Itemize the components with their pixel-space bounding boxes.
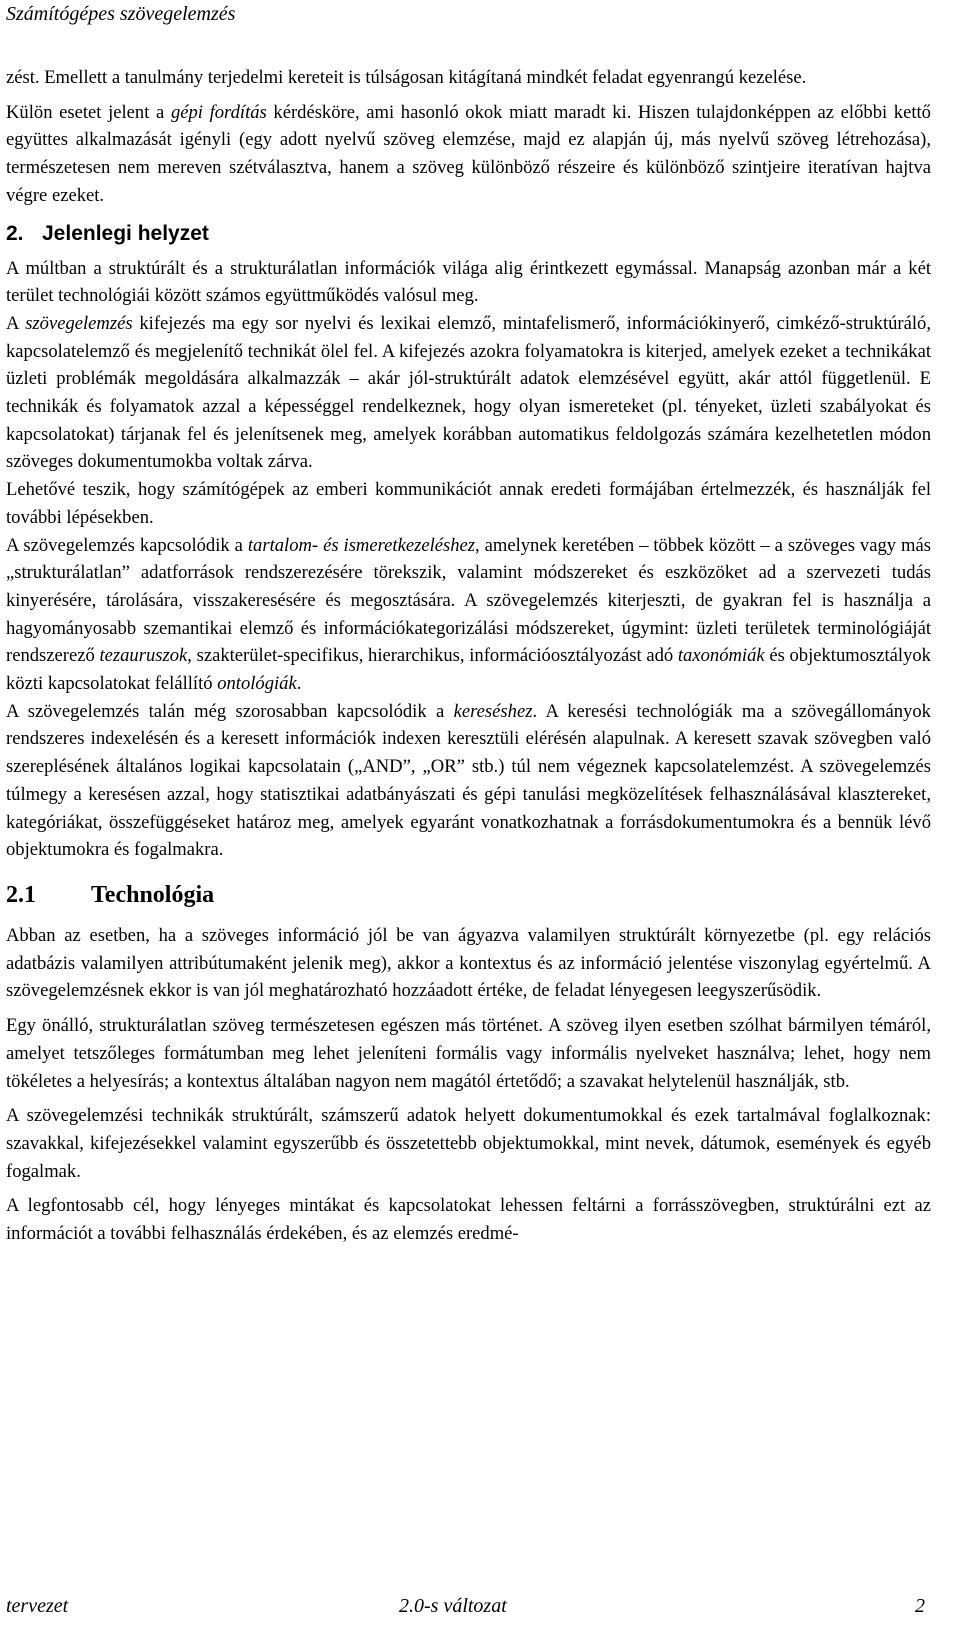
paragraph: zést. Emellett a tanulmány terjedelmi kereteit is túlságosan kitágítaná mindkét feladat egyenrangú kezelése. xyxy=(6,67,807,88)
italic-term: kereséshez xyxy=(453,700,533,722)
italic-term: taxonómiák xyxy=(677,645,765,667)
section-heading xyxy=(6,220,931,248)
paragraph: Abban az esetben, ha a szöveges információ jól be van ágyazva valamilyen struktúrált környezetbe (pl. egy relációs adatbázis valamilyen attribútumaként jelenik meg), akkor a kontextus és az információ jelentése viszonylag egyértelmű. A szövegelemzésnek ekkor is van jól meghatározható hozzáadott értéke, de feladat lényegesen leegyszerűsödik. xyxy=(6,924,931,1002)
paragraph: A legfontosabb cél, hogy lényeges mintákat és kapcsolatokat lehessen feltárni a forrásszövegben, struktúrálni ezt az információt a további felhasználás érdekében, és az elemzés eredmé- xyxy=(6,1195,931,1245)
italic-term: gépi fordítás xyxy=(170,101,267,123)
paragraph: A múltban a struktúrált és a strukturálatlan információk világa alig érintkezett egymással. Manapság azonban már a két terület technológiái között számos együttműködés valósul meg. xyxy=(6,257,931,307)
page-footer xyxy=(6,1594,925,1618)
subsection-title: Technológia xyxy=(91,881,215,908)
section-number: 2. xyxy=(6,221,24,245)
paragraph: A szövegelemzési technikák struktúrált, számszerű adatok helyett dokumentumokkal és ezek tartalmával foglalkoznak: szavakkal, kifejezésekkel valamint egyszerűbb és összetettebb objektumokkal, mint nevek, dátumok, események és egyéb fogalmak. xyxy=(6,1105,931,1182)
italic-term: tezauruszok xyxy=(99,645,188,667)
subsection-heading xyxy=(6,880,931,910)
section-title: Jelenlegi helyzet xyxy=(42,221,209,245)
running-header: Számítógépes szövegelemzés xyxy=(6,3,236,25)
paragraph: Külön esetet jelent a gépi fordítás kérdésköre, ami hasonló okok miatt maradt ki. Hiszen tulajdonképpen az előbbi kettő együttes alkalmazását igényli (egy adott nyelvű szöveg elemzése, majd ez alapján új, más nyelvű szöveg létrehozása), természetesen nem mereven szétválasztva, hanem a szöveg különböző részeire és különböző szintjeire iteratívan hajtva végre ezeket. xyxy=(6,101,931,206)
subsection-number: 2.1 xyxy=(6,881,36,908)
page-body xyxy=(6,64,931,1248)
footer-status: tervezet xyxy=(6,1595,69,1617)
paragraph: A szövegelemzés kifejezés ma egy sor nyelvi és lexikai elemző, mintafelismerő, információkinyerő, cimkéző-struktúráló, kapcsolatelemző és megjelenítő technikát ölel fel. A kifejezés azokra folyamatokra is kiterjed, amelyek ezeket a technikákat üzleti problémák megoldására alkalmazzák – akár jól-struktúrált adatok elemzésével együtt, akár attól függetlenül. E technikák és folyamatok azzal a képességgel rendelkeznek, hogy olyan ismereteket (pl. tényeket, üzleti szabályokat és kapcsolatokat) tárjanak fel és jelenítsenek meg, amelyek korábban automatikus feldolgozás számára kezelhetetlen módon szöveges dokumentumokba voltak zárva. xyxy=(6,312,931,473)
paragraph: A szövegelemzés kapcsolódik a tartalom- és ismeretkezeléshez, amelynek keretében – többek között – a szöveges vagy más „strukturálatlan” adatforrások rendszerezésére törekszik, valamint módszereket és eszközöket ad a szervezeti tudás kinyerésére, tárolására, visszakeresésére és megosztására. A szövegelemzés kiterjeszti, de gyakran fel is használja a hagyományosabb szemantikai elemző és információkategorizálási módszereket, úgymint: üzleti területek terminológiáját rendszerező tezauruszok, szakterület-specifikus, hierarchikus, információosztályozást adó taxonómiák és objektumosztályok közti kapcsolatokat felállító ontológiák. xyxy=(6,534,931,695)
page-number: 2 xyxy=(915,1595,925,1617)
paragraph: A szövegelemzés talán még szorosabban kapcsolódik a kereséshez. A keresési technológiák ma a szövegállományok rendszeres indexelésén és a keresett információk indexen keresztüli elérésén alapulnak. A keresett szavak szövegben való szereplésének általános logikai kapcsolatain („AND”, „OR” stb.) túl nem végeznek kapcsolatelemzést. A szövegelemzés túlmegy a keresésen azzal, hogy statisztikai adatbányászati és gépi tanulási megközelítések felhasználásával klasztereket, kategóriákat, összefüggéseket határoz meg, amelyek egyaránt vonatkozhatnak a forrásdokumentumokra és a bennük lévő objektumokra és fogalmakra. xyxy=(6,700,931,861)
footer-version: 2.0-s változat xyxy=(399,1595,507,1617)
italic-term: szövegelemzés xyxy=(25,312,133,334)
italic-term: tartalom- és ismeretkezeléshez xyxy=(247,534,476,556)
paragraph: Lehetővé teszik, hogy számítógépek az emberi kommunikációt annak eredeti formájában értelmezzék, és használják fel további lépésekben. xyxy=(6,479,931,528)
italic-term: ontológiák xyxy=(217,673,297,695)
paragraph: Egy önálló, strukturálatlan szöveg természetesen egészen más történet. A szöveg ilyen esetben szólhat bármilyen témáról, amelyet tetszőleges formátumban meg lehet jeleníteni formális vagy informális nyelveket használva; lehet, hogy nem tökéletes a helyesírás; a kontextus általában nagyon nem magától értetődő; a szavakat helytelenül használják, stb. xyxy=(6,1015,931,1092)
